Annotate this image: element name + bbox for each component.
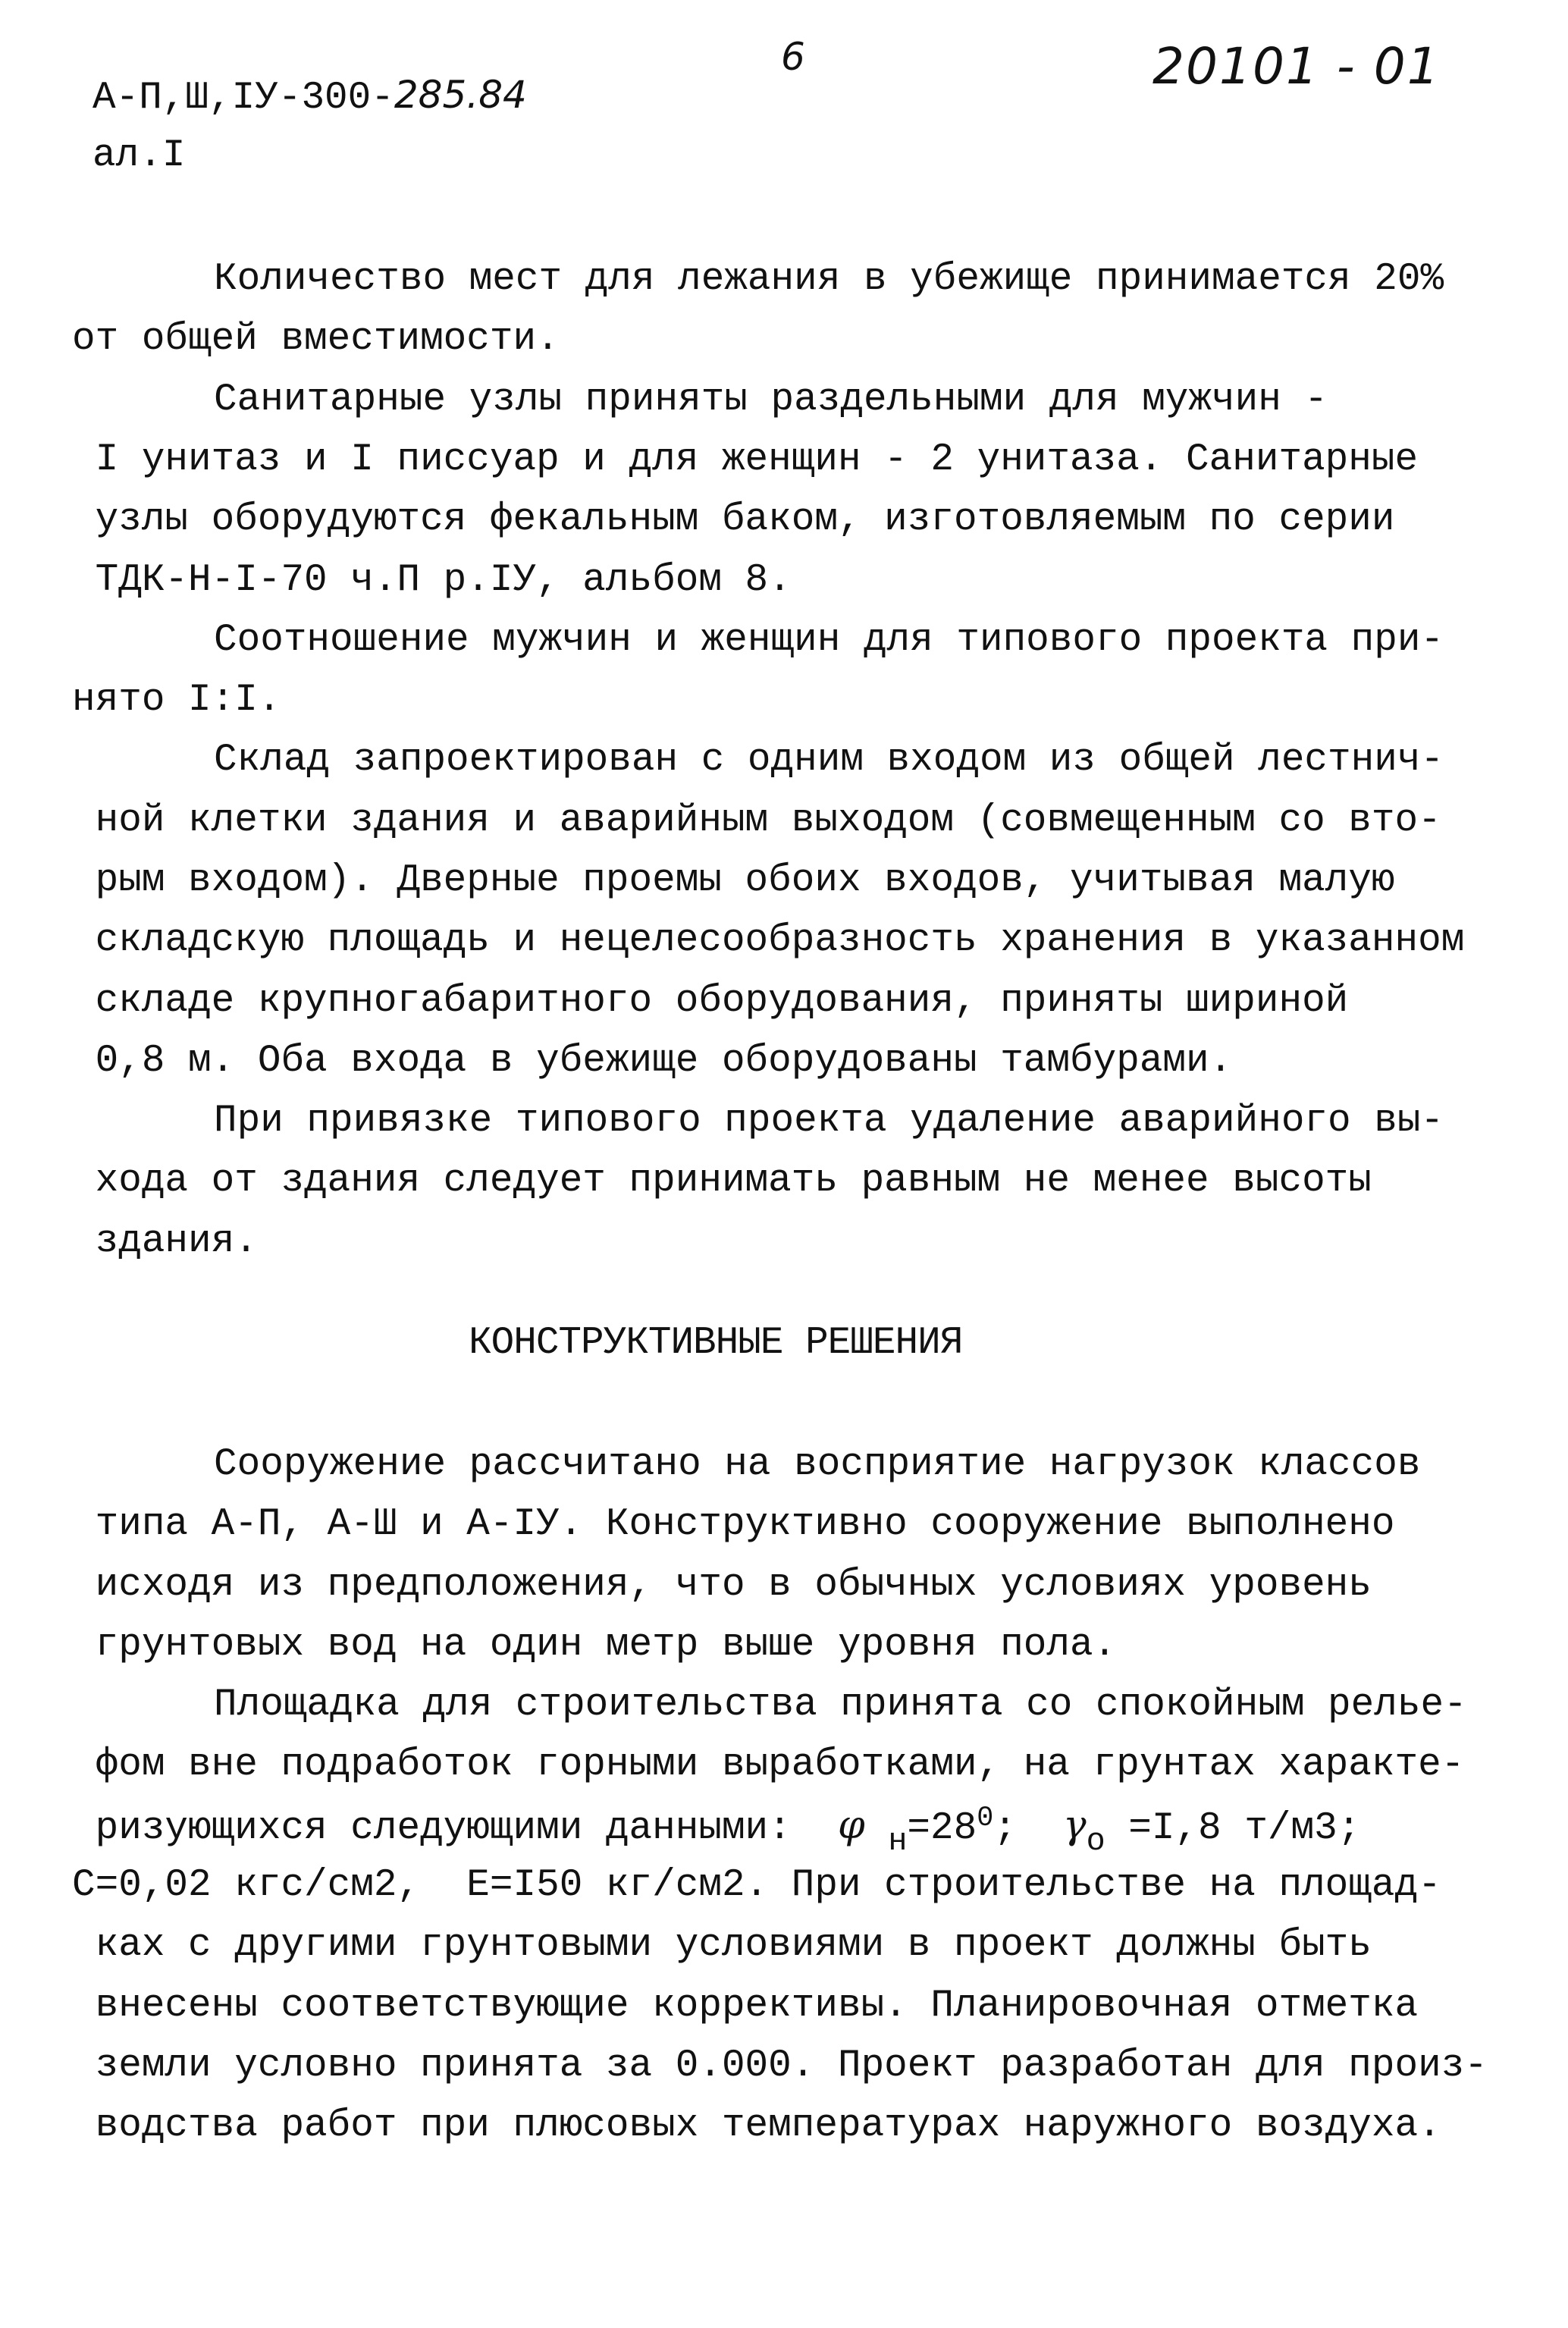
text-line: Склад запроектирован с одним входом из общей лестнич- [214, 739, 1444, 782]
text-line: внесены соответствующие коррективы. Планировочная отметка [72, 1984, 1419, 2028]
text-line: земли условно принята за 0.000. Проект разработан для произ- [72, 2044, 1488, 2088]
document-code-handwritten: 285.84 [394, 73, 527, 117]
registration-number: 20101 - 01 [1152, 37, 1441, 96]
text-line: ТДК-Н-I-70 ч.П р.IУ, альбом 8. [72, 559, 792, 602]
text-line: водства работ при плюсовых температурах наружного воздуха. [72, 2104, 1441, 2148]
text-line: Сооружение рассчитано на восприятие нагрузок классов [214, 1443, 1421, 1486]
phi-symbol: φ [837, 1803, 865, 1848]
text-line: нято I:I. [72, 679, 281, 722]
text-line: Соотношение мужчин и женщин для типового проекта при- [214, 619, 1444, 662]
text-line: ризующихся следующими данными: [72, 1807, 792, 1850]
degree-mark: 0 [977, 1802, 994, 1835]
text-line: исходя из предположения, что в обычных условиях уровень [72, 1564, 1372, 1607]
document-code-typed: А-П,Ш,IУ-300- [93, 77, 394, 120]
document-code [93, 73, 527, 120]
text-line: узлы оборудуются фекальным баком, изготовляемым по серии [72, 498, 1395, 541]
text-line: C=0,02 кгс/см2, E=I50 кг/см2. При строительстве на площад- [72, 1864, 1441, 1907]
gamma-value: =I,8 т/м3; [1128, 1807, 1361, 1850]
gamma-subscript: o [1086, 1822, 1105, 1859]
formula-line [72, 1802, 1361, 1859]
text-line: хода от здания следует принимать равным не менее высоты [72, 1159, 1372, 1203]
text-line: здания. [72, 1220, 258, 1263]
phi-separator: ; [993, 1807, 1017, 1850]
album-label: ал.I [93, 134, 186, 177]
section-heading: КОНСТРУКТИВНЫЕ РЕШЕНИЯ [469, 1322, 963, 1365]
text-line: ной клетки здания и аварийным выходом (совмещенным со вто- [72, 799, 1441, 842]
text-line: I унитаз и I писсуар и для женщин - 2 унитаза. Санитарные [72, 438, 1419, 482]
text-line: типа А-П, А-Ш и А-IУ. Конструктивно сооружение выполнено [72, 1503, 1395, 1546]
phi-subscript: н [888, 1822, 908, 1859]
text-line: фом вне подработок горными выработками, на грунтах характе- [72, 1743, 1465, 1787]
text-line: ках с другими грунтовыми условиями в проект должны быть [72, 1924, 1372, 1967]
text-line: складе крупногабаритного оборудования, приняты шириной [72, 980, 1349, 1023]
phi-value: =28 [907, 1807, 977, 1850]
text-line: Площадка для строительства принята со спокойным релье- [214, 1683, 1467, 1727]
text-line: складскую площадь и нецелесообразность хранения в указанном [72, 919, 1465, 962]
page-number: 6 [781, 35, 805, 79]
text-line: грунтовых вод на один метр выше уровня пола. [72, 1624, 1117, 1667]
text-line: 0,8 м. Оба входа в убежище оборудованы тамбурами. [72, 1040, 1233, 1083]
text-line: При привязке типового проекта удаление аварийного вы- [214, 1100, 1444, 1143]
text-line: от общей вместимости. [72, 318, 560, 361]
text-line: Количество мест для лежания в убежище принимается 20% [214, 258, 1444, 301]
text-line: Санитарные узлы приняты раздельными для мужчин - [214, 378, 1328, 422]
gamma-symbol: γ [1063, 1803, 1087, 1848]
text-line: рым входом). Дверные проемы обоих входов, учитывая малую [72, 859, 1395, 902]
